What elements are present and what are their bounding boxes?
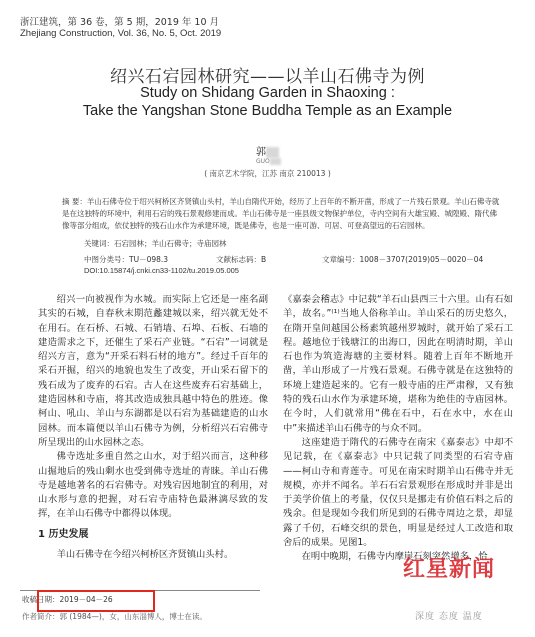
left-column bbox=[38, 293, 268, 562]
right-paragraph-3: 在明中晚期，石佛寺内摩崖石刻突然增多，恰 bbox=[301, 551, 488, 563]
author-bio: 作者简介：郭 (1984—)，女，山东淄博人，博士在读。 bbox=[22, 612, 207, 621]
section-heading: 1 历史发展 bbox=[38, 528, 89, 540]
watermark-logo: 红星新闻 bbox=[403, 556, 496, 582]
author-name: 郭 bbox=[256, 143, 279, 158]
title-cn: 绍兴石宕园林研究——以羊山石佛寺为例 bbox=[110, 67, 425, 87]
watermark-slogan: 深度 态度 温度 bbox=[415, 612, 483, 622]
author-affiliation: ( 南京艺术学院，江苏 南京 210013 ) bbox=[204, 169, 331, 178]
abstract-text: 羊山石佛寺位于绍兴柯桥区齐贤镇山头村，羊山自隋代开始，经历了上百年的不断开凿，形成了一片残石景观。羊山石佛寺就是在这独特的环境中，利用石宕的残石景观修建而成。羊山石佛寺是一座县级文物保护单位，寺内空间有大雄宝殿、城隍殿、隋代佛像等部分组成，依仗独特的残石山水作为承建环境，既是佛寺，也是一座可游、可居、可登高望远的石宕园林。 bbox=[62, 197, 500, 230]
title-en-line2: Take the Yangshan Stone Buddha Temple as an Example bbox=[82, 103, 453, 119]
author-pinyin: GUO bbox=[256, 158, 281, 165]
journal-header-cn: 浙江建筑，第 36 卷，第 5 期，2019 年 10 月 bbox=[20, 17, 220, 28]
received-date: 收稿日期：2019－04－26 bbox=[22, 595, 113, 604]
document-code: 文献标志码：B bbox=[216, 255, 267, 264]
article-number: 文章编号：1008－3707(2019)05－0020－04 bbox=[322, 255, 484, 264]
right-paragraph-1: 《嘉泰会稽志》中记载“羊石山县西三十六里。山有石如羊，故名。”⁽¹⁾当地人俗称羊山。羊山采石的历史悠久，在隋开皇间越国公杨素筑越州罗城时，就开始了采石工程。越地位于钱塘江的出海口，因此在明清时期，羊山石也作为筑造海塘的主要材料。随着上百年不断地开凿，羊山形成了一片残石景观。石佛寺就是在这独特的环境上建造起来的。它有一般寺庙的庄严肃穆，又有独特的残石山水作为承建环境，堪称为绝佳的寺庙园林。在今时，人们就常用“佛在石中，石在水中，水在山中”来描述羊山石佛寺的与众不同。 bbox=[283, 294, 513, 434]
received-date-highlight-box bbox=[37, 590, 155, 612]
left-paragraph-2: 佛寺选址多重自然之山水，对于绍兴而言，这种移山掘地后的残山剩水也受到佛寺选址的青睐。羊山石佛寺是越地著名的石宕佛寺。对残宕因地制宜的利用，对山水形与意的把握，对石宕寺庙特色最淋漓尽致的发挥，在羊山石佛寺中都得以体现。 bbox=[38, 451, 268, 520]
abstract-label: 摘 要： bbox=[62, 197, 87, 206]
keywords-label: 关键词： bbox=[84, 239, 114, 248]
clc-number: 中图分类号：TU－098.3 bbox=[84, 255, 169, 264]
keywords bbox=[84, 238, 524, 250]
doi: DOI:10.15874/j.cnki.cn33-1102/tu.2019.05.005 bbox=[84, 266, 239, 275]
right-paragraph-2: 这座建造于隋代的石佛寺在南宋《嘉泰志》中却不见记载，在《嘉泰志》中只记载了同类型的石宕寺庙——柯山寺和青莲寺。可见在南宋时期羊山石佛寺并无规模，亦并不闻名。羊石石宕景观形在形成时并非是出于美学价值上的考量，仅仅只是挪走有价值石料之后的残余。但是现如今我们所见到的石佛寺周边之景，却显露了千仞，石峰交织的景色，明显是经过人工改造和取舍后的成果。见图1。 bbox=[283, 436, 513, 549]
title-en-line1: Study on Shidang Garden in Shaoxing : bbox=[140, 85, 395, 101]
right-column bbox=[283, 293, 513, 565]
keywords-text: 石宕园林；羊山石佛寺；寺庙园林 bbox=[114, 239, 227, 248]
abstract bbox=[62, 196, 502, 232]
journal-header-en: Zhejiang Construction, Vol. 36, No. 5, Oct. 2019 bbox=[20, 28, 222, 39]
left-paragraph-1: 绍兴一向被视作为水城。而实际上它还是一座名副其实的石城，自春秋末期范蠡建城以来，绍兴就无处不在用石。在石桥、石城、石销墙、石埠、石板、石墙的建造需求之下，还催生了采石产业链。“石宕”一词就是绍兴方言，意为“开采石料石材的地方”。经过千百年的采石开掘，绍兴的地貌也发生了改变，开山采石留下的残石成为了废弃的石宕。古人在这些废弃石宕基础上，建造园林和寺庙，将其改造成独具越中特色的胜迹。像柯山、吼山、羊山与东湖都是以石宕为基础建造的山水园林。而本篇便以羊山石佛寺为例，分析绍兴石宕佛寺所呈现出的山水园林之态。 bbox=[38, 294, 268, 448]
left-paragraph-3: 羊山石佛寺在今绍兴柯桥区齐贤镇山头村。 bbox=[56, 549, 234, 561]
